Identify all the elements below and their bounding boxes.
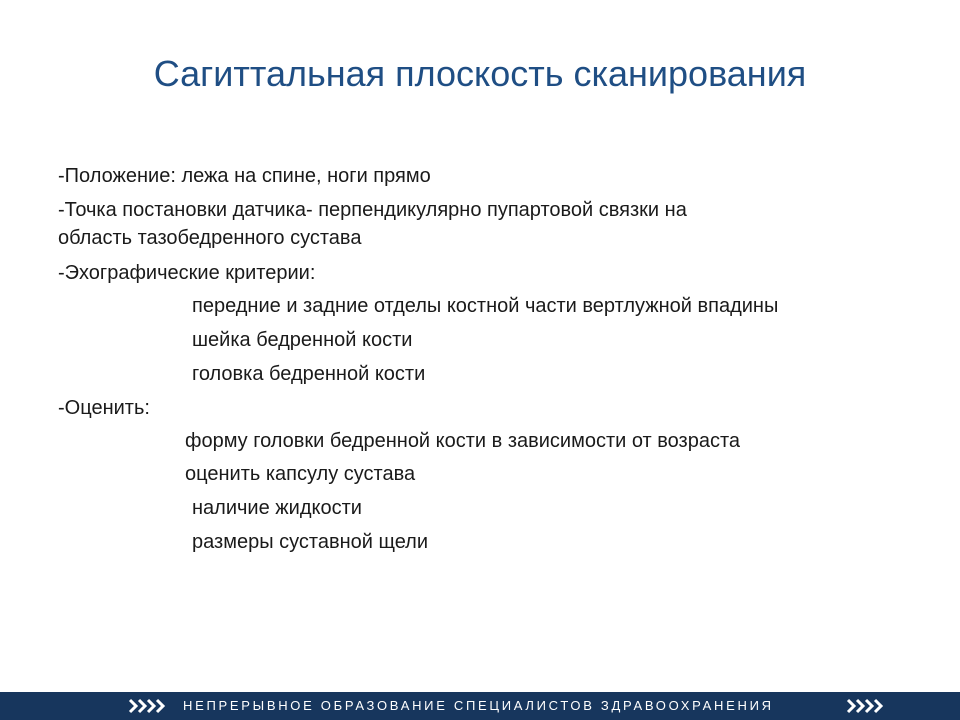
echo-criteria-item: головка бедренной кости — [192, 363, 426, 385]
assess-heading: -Оценить: — [58, 397, 150, 419]
echo-criteria-heading: -Эхографические критерии: — [58, 262, 316, 284]
slide-title: Сагиттальная плоскость сканирования — [153, 53, 807, 94]
double-chevron-right-icon — [128, 697, 166, 715]
assess-item: оценить капсулу сустава — [185, 463, 416, 485]
footer-text: НЕПРЕРЫВНОЕ ОБРАЗОВАНИЕ СПЕЦИАЛИСТОВ ЗДРАВООХРАНЕНИЯ — [183, 698, 774, 713]
echo-criteria-item: передние и задние отделы костной части вертлужной впадины — [192, 295, 779, 317]
assess-item: форму головки бедренной кости в зависимости от возраста — [185, 430, 741, 452]
sensor-point-line-2: область тазобедренного сустава — [58, 227, 362, 249]
position-line: -Положение: лежа на спине, ноги прямо — [58, 165, 431, 187]
footer-bar — [0, 692, 960, 720]
echo-criteria-item: шейка бедренной кости — [192, 329, 413, 351]
assess-item: наличие жидкости — [192, 497, 362, 519]
sensor-point-line-1: -Точка постановки датчика- перпендикулярно пупартовой связки на — [58, 199, 687, 221]
assess-item: размеры суставной щели — [192, 531, 429, 553]
double-chevron-right-icon — [846, 697, 884, 715]
